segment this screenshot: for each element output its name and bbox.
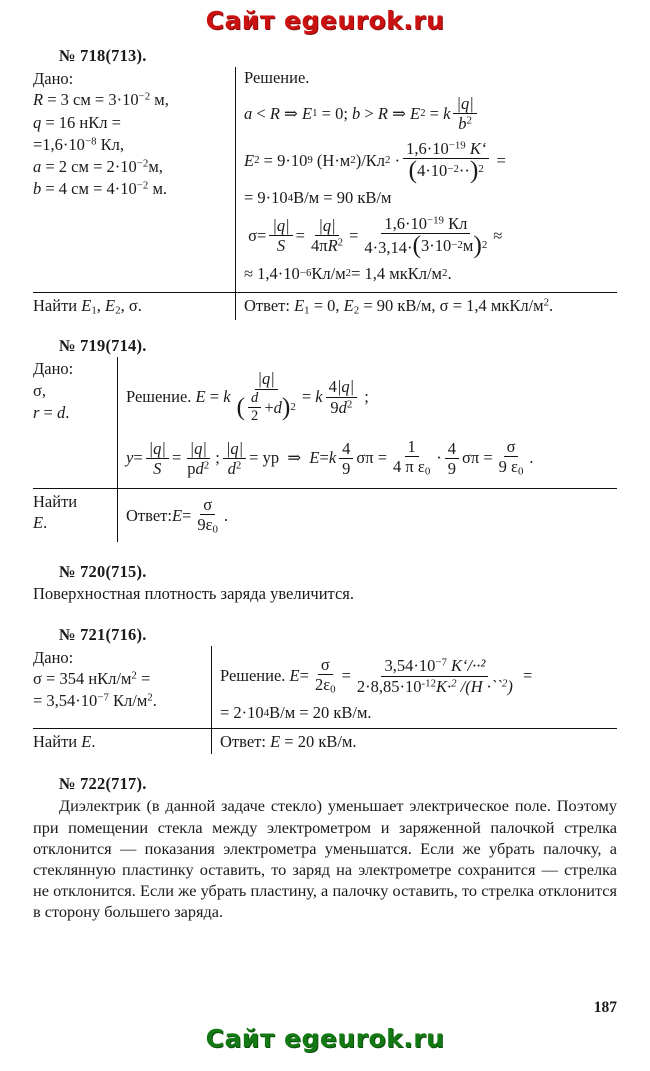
answer-text: Ответ: $E_1 = 0$, $E_2 = 90$ кВ/м, σ = 1,4 мкКл/$м^2$. bbox=[244, 296, 554, 318]
given-cell-721 bbox=[33, 646, 212, 729]
problem-number-719: № 719(714). bbox=[59, 336, 147, 356]
equation-line: Решение. E = $\frac{\sigma}{2\varepsilon_0}$ = $\frac{3,54\cdot 10^{-7} К‘/\cdot\cdot^2}{2\cdot 8,85\cdot 10^{-12}К\cdot^2 /(Н \cdot``^2)}$ = bbox=[220, 654, 533, 696]
given-cell-718 bbox=[33, 67, 236, 293]
answer-text: Ответ: E = $\frac{\sigma}{9\varepsilon_0}$ . bbox=[126, 494, 229, 536]
page-number: 187 bbox=[593, 999, 617, 1016]
given-line: b = 4 см = $4\cdot 10^{-2}$ м. bbox=[33, 178, 168, 198]
problem-719-table bbox=[33, 357, 617, 542]
find-cell-718 bbox=[33, 293, 236, 320]
given-line: a = 2 см = $2\cdot 10^{-2}м$, bbox=[33, 156, 163, 176]
given-cell-719 bbox=[33, 357, 118, 488]
answer-cell-721 bbox=[212, 729, 618, 755]
given-line: $=1,6\cdot 10^{-8}$ Кл, bbox=[33, 134, 125, 154]
equation-line: = 9·10 4 В/м = 90 кВ/м bbox=[244, 188, 392, 208]
table-row bbox=[33, 357, 617, 488]
given-line: R = 3 см = $3\cdot 10^{-2}$ м, bbox=[33, 90, 169, 110]
find-label: Найти E. bbox=[33, 732, 96, 752]
find-label: Найти bbox=[33, 491, 78, 511]
find-cell-721 bbox=[33, 729, 212, 755]
table-row bbox=[33, 67, 617, 293]
given-label: Дано: bbox=[33, 359, 74, 379]
given-label: Дано: bbox=[33, 69, 74, 88]
equation-line: y = $\frac{|q|}{S}$ = $\frac{|q|}{pd^2}$ ; $\frac{|q|}{d^2}$ = ур ⇒ E = k $\frac{4}{9}$ σπ = $\frac{1}{4 \pi \varepsilon_0}$ · $\frac{4}{9}$ σπ = $\frac{\sigma}{9 \varepsilon_0}$ . bbox=[126, 437, 534, 479]
equation-line: E 2 = 9·10 9 (Н·м 2 )/Кл 2 · $1,6\cdot 10^{-19}$ К‘ ( 4·10 −2 ·· ) 2 = bbox=[244, 138, 506, 184]
solution-label: Решение. bbox=[244, 68, 310, 87]
answer-cell-718 bbox=[236, 293, 618, 320]
given-line: r = d. bbox=[33, 402, 70, 422]
equation-line: ≈ 1,4·10 −6 Кл/м 2 = 1,4 мкКл/м 2 . bbox=[244, 263, 452, 283]
given-label: Дано: bbox=[33, 647, 74, 667]
solution-cell-721 bbox=[212, 646, 618, 729]
problem-720-text: Поверхностная плотность заряда увеличится. bbox=[33, 584, 354, 604]
problem-number-721: № 721(716). bbox=[59, 624, 147, 644]
given-line: σ = 354 нКл/$м^2$ = bbox=[33, 669, 151, 689]
watermark-top: Сайт egeurok.ru bbox=[205, 6, 445, 35]
given-line: q = 16 нКл = bbox=[33, 112, 121, 132]
equation-line: = 2·10 4 В/м = 20 кВ/м. bbox=[220, 703, 372, 723]
solution-cell-718 bbox=[236, 67, 618, 293]
table-row bbox=[33, 646, 617, 729]
table-row-find-answer bbox=[33, 293, 617, 320]
problem-number-718: № 718(713). bbox=[59, 46, 147, 65]
table-row-find-answer bbox=[33, 488, 617, 542]
equation-line: a < R ⇒ E 1 = 0; b > R ⇒ E 2 = k $\frac{|q|}{b^2}$ bbox=[244, 95, 617, 133]
solution-label: Решение. bbox=[220, 666, 286, 686]
problem-number-722: № 722(717). bbox=[59, 774, 147, 794]
equation-line: σ= $\frac{|q|}{S}$ = $\frac{|q|}{4\pi R^2}$ = $1,6\cdot 10^{-19}$ Кл 4·3,14· ( 3·10 −2 м ) 2 ≈ bbox=[244, 214, 503, 260]
solution-label: Решение. bbox=[126, 387, 192, 407]
equation-line: Решение. E = k |q| ( $\frac{d}{2}$ + d ) 2 = k $\frac{4|q|}{9d^2}$ ; bbox=[126, 369, 369, 424]
problem-number-720: № 720(715). bbox=[59, 562, 147, 582]
problem-722-paragraph: Диэлектрик (в данной задаче стекло) уменьшает электрическое поле. Поэтому при помещении стекла между электрометром и заряженной палочкой стрелка отклонится — показания электрометра уменьшатся. Если же убрать палочку, а стеклянную пластинку оставить, то заряд на электрометре сохранится — стрелка не отклонится. Если же убрать пластину, а палочку оставить, то стрелка отклонится в сторону большего заряда. bbox=[33, 796, 617, 922]
problem-718-table bbox=[33, 67, 617, 320]
find-label: Найти $E_1$, $E_2$, σ. bbox=[33, 296, 142, 318]
table-row-find-answer bbox=[33, 729, 617, 755]
problem-721-table bbox=[33, 646, 617, 755]
answer-cell-719 bbox=[118, 488, 618, 542]
find-value: E. bbox=[33, 513, 48, 533]
watermark-bottom: Сайт egeurok.ru bbox=[205, 1024, 445, 1053]
solution-cell-719 bbox=[118, 357, 618, 488]
answer-text: Ответ: E = 20 кВ/м. bbox=[220, 732, 357, 752]
find-cell-719 bbox=[33, 488, 118, 542]
page-content bbox=[33, 46, 617, 923]
given-line: = $3,54\cdot 10^{-7}$ $Кл/м^2$. bbox=[33, 691, 157, 711]
given-line: σ, bbox=[33, 380, 47, 400]
